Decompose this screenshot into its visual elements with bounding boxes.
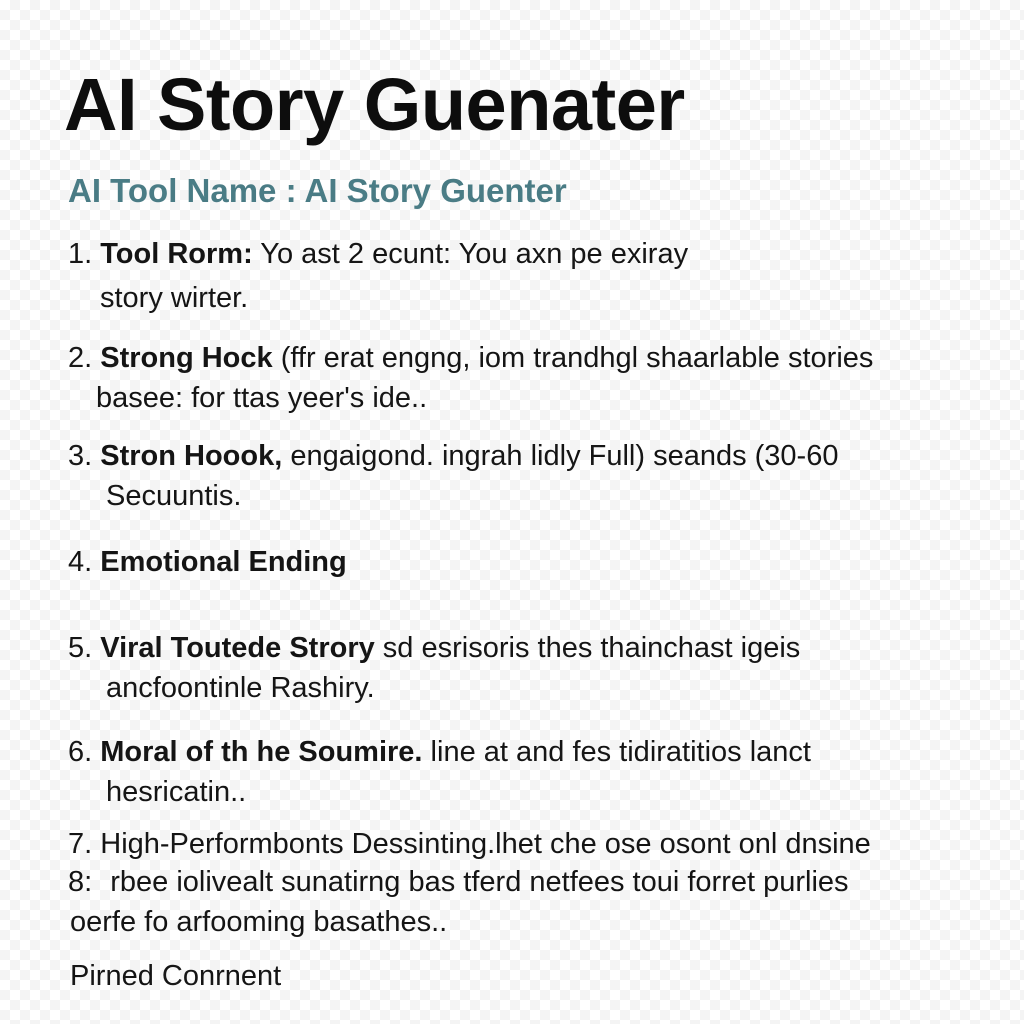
list-item-text: rbee iolivealt sunatirng bas tferd netfees toui forret purlies — [110, 866, 849, 898]
list-item-continuation: story wirter. — [100, 282, 249, 314]
list-item-number: 5. — [68, 632, 93, 664]
list-item-continuation: hesricatin.. — [106, 776, 247, 808]
list-item-continuation: basee: for ttas yeer's ide.. — [96, 382, 428, 414]
list-item-continuation: Secuuntis. — [106, 480, 242, 512]
list-item-6 — [68, 732, 811, 812]
list-item-lead: Strong Hock — [100, 342, 273, 374]
footer-text: Pirned Conrnent — [70, 960, 282, 992]
list-item-text: lhet che ose osont onl dnsine — [495, 828, 871, 860]
list-item-line — [68, 542, 347, 582]
list-item-number: 8: — [68, 866, 93, 898]
list-item-number: 4. — [68, 546, 93, 578]
list-item-text: Yo ast 2 ecunt: You axn pe exiray — [252, 238, 689, 270]
list-item-number: 7. — [68, 828, 93, 860]
list-item-text: line at and fes tidiratitios lanct — [422, 736, 811, 768]
list-item-4 — [68, 542, 347, 582]
list-item-8 — [68, 862, 849, 942]
list-item-number: 3. — [68, 440, 93, 472]
list-item-2 — [68, 338, 873, 418]
list-item-lead: Viral Toutede Strory — [100, 632, 375, 664]
list-item-lead: Stron Hoook, — [100, 440, 283, 472]
page-title: AI Story Guenater — [64, 63, 685, 146]
list-item-line — [68, 824, 871, 864]
list-item-continuation: ancfoontinle Rashiry. — [106, 672, 375, 704]
list-item-5 — [68, 628, 800, 708]
list-item-lead: Emotional Ending — [100, 546, 347, 578]
list-item-line — [68, 628, 800, 668]
list-item-line — [68, 436, 838, 476]
list-item-lead: Moral of th he Soumire. — [100, 736, 423, 768]
list-item-text: sd esrisoris thes thainchast igeis — [374, 632, 801, 664]
list-item-lead: Tool Rorm: — [100, 238, 253, 270]
tool-name-subtitle: AI Tool Name : AI Story Guenter — [68, 172, 567, 209]
list-item-text: engaigond. ingrah lidly Full) seands (30-60 — [282, 440, 839, 472]
list-item-continuation: oerfe fo arfooming basathes.. — [70, 906, 448, 938]
list-item-1 — [68, 234, 688, 318]
list-item-line — [68, 338, 873, 378]
list-item-number: 2. — [68, 342, 93, 374]
list-item-3 — [68, 436, 838, 516]
list-item-text: (ffr erat engng, iom trandhgl shaarlable stories — [272, 342, 874, 374]
list-item-line — [68, 732, 811, 772]
list-item-7 — [68, 824, 871, 864]
list-item-lead: High-Performbonts Dessinting. — [100, 828, 496, 860]
list-item-number: 6. — [68, 736, 93, 768]
list-item-line — [68, 234, 688, 274]
list-item-line — [68, 862, 849, 902]
list-item-number: 1. — [68, 238, 93, 270]
